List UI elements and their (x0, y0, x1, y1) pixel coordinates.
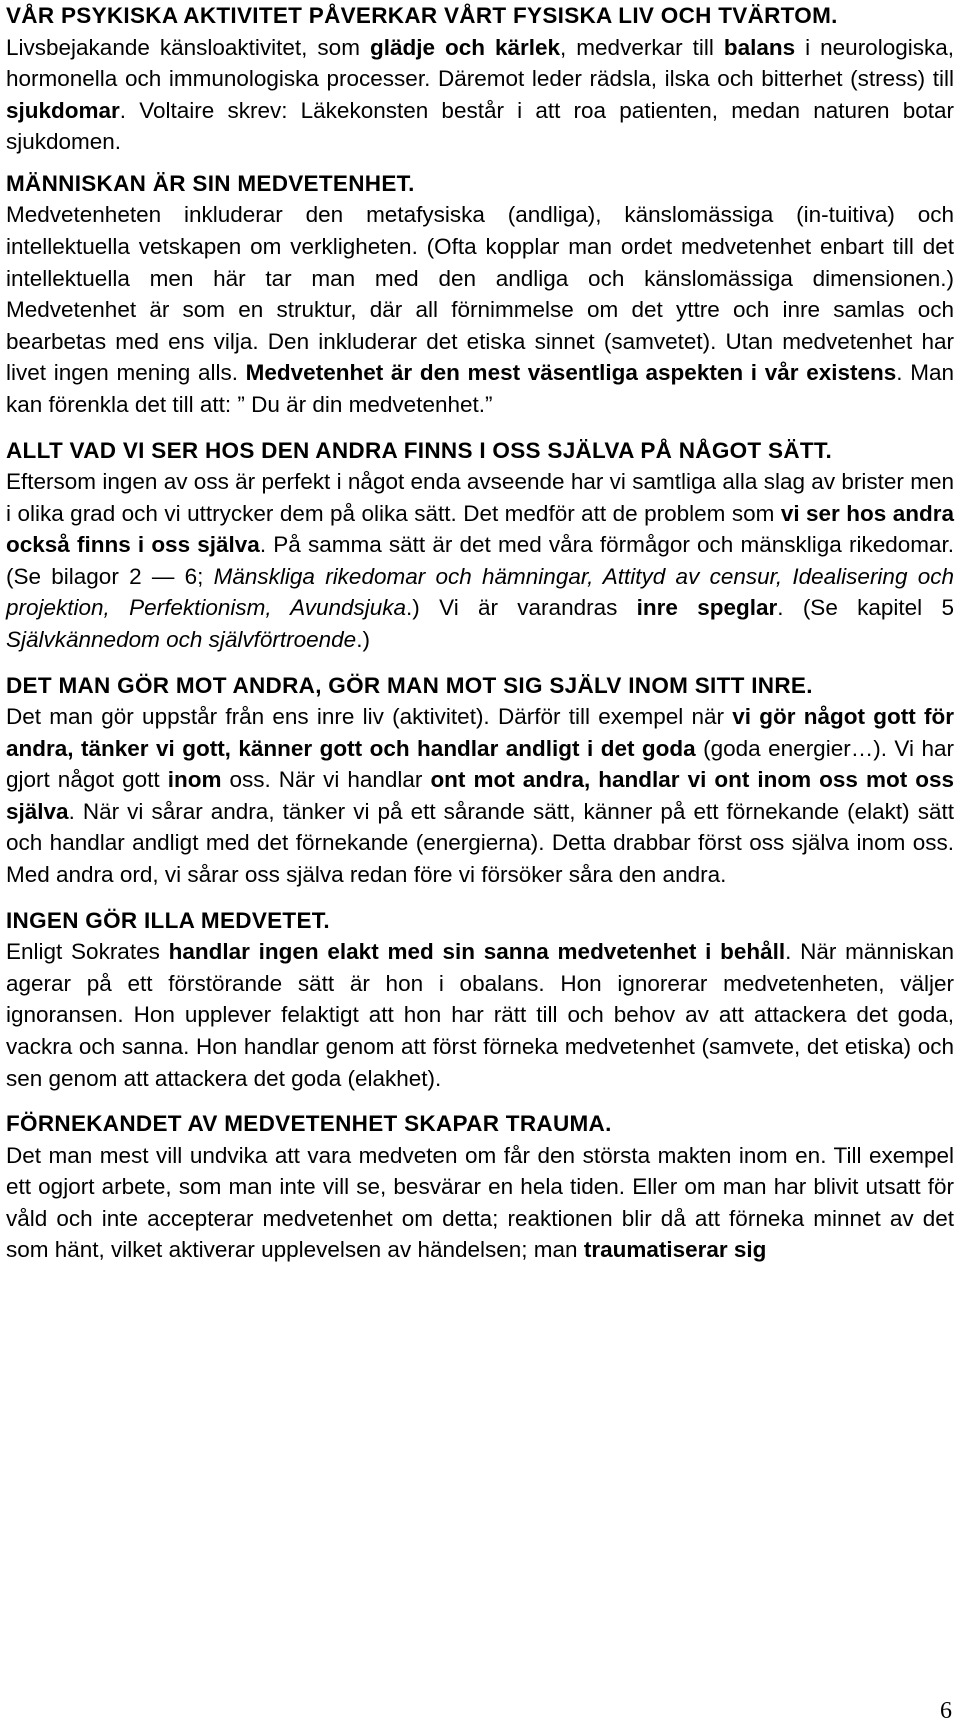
section-heading: VÅR PSYKISKA AKTIVITET PÅVERKAR VÅRT FYSISKA LIV OCH TVÄRTOM. (6, 3, 838, 28)
section-trauma (6, 1108, 954, 1266)
section-socrates (6, 905, 954, 1094)
text-run: Medvetenheten inkluderar den metafysiska (andliga), känslomässiga (in-tuitiva) och intellektuella vetskapen om verkligheten. (Ofta kopplar man ordet medvetenhet enbart till det intellektuella men här tar man med den andliga och känslomässiga dimensionen.) Medvetenhet är som en struktur, där all förnimmelse om det yttre och inre samlas och bearbetas med ens vilja. Den inkluderar det etiska sinnet (samvetet). Utan medvetenhet har livet ingen mening alls. (6, 202, 954, 386)
section-heading: FÖRNEKANDET AV MEDVETENHET SKAPAR TRAUMA. (6, 1111, 612, 1137)
text-run: .) Vi är varandras (406, 595, 637, 621)
bold-text: vi ser hos andra också finns i oss själva (6, 500, 954, 558)
italic-text: Mänskliga rikedomar och hämningar, Attityd av censur, Idealisering och projektion, Perfektionism, Avundsjuka (6, 563, 954, 621)
section-paragraph (6, 199, 954, 420)
section-heading: DET MAN GÖR MOT ANDRA, GÖR MAN MOT SIG SJÄLV INOM SITT INRE. (6, 672, 813, 698)
bold-text: inom (167, 767, 222, 793)
text-run: oss. När vi handlar (221, 767, 431, 793)
section-psychic-activity (6, 0, 954, 158)
text-run: . Voltaire skrev: Läkekonsten består i att roa patienten, medan naturen botar sjukdomen. (6, 97, 954, 155)
section-paragraph (6, 466, 954, 656)
bold-text: inre speglar (636, 595, 778, 621)
text-run: Livsbejakande känsloaktivitet, som (6, 34, 370, 60)
bold-text: sjukdomar (6, 97, 120, 123)
bold-text: traumatiserar sig (583, 1237, 767, 1263)
text-run: . När människan agerar på ett förstörande sätt är hon i obalans. Hon ignorerar medvetenheten, väljer ignoransen. Hon upplever felaktigt att hon har rätt till och behov av att attackera det goda, vackra och sanna. Hon handlar genom att först förneka medvetenhet (samvete, det etiska) och sen genom att attackera det goda (elakhet). (6, 939, 954, 1091)
text-run: .) (356, 627, 370, 652)
page-number: 6 (940, 1698, 952, 1724)
italic-text: Självkännedom och självförtroende (6, 627, 357, 652)
text-run: i neurologiska, hormonella och immunologiska processer. Däremot leder rädsla, ilska och bitterhet (stress) till (6, 34, 954, 92)
text-run: . När vi sårar andra, tänker vi på ett sårande sätt, känner på ett förnekande (elakt) sätt och handlar andligt med det förnekande (energierna). Detta drabbar först oss själva inom oss. Med andra ord, vi sårar oss själva redan före vi försöker såra den andra. (6, 798, 954, 888)
section-paragraph (6, 701, 954, 891)
text-run: . Man kan förenkla det till att: ” Du är din medvetenhet.” (6, 360, 954, 417)
bold-text: vi gör något gott för andra, tänker vi gott, känner gott och handlar andligt i det goda (6, 704, 954, 761)
section-paragraph (6, 1140, 954, 1266)
section-consciousness (6, 168, 954, 421)
bold-text: handlar ingen elakt med sin sanna medvetenhet i behåll (168, 939, 786, 965)
document-page (6, 0, 954, 1266)
section-mirror (6, 435, 954, 656)
section-inner-action (6, 670, 954, 891)
text-run: Det man gör uppstår från ens inre liv (aktivitet). Därför till exempel när (6, 704, 733, 730)
text-run: Enligt Sokrates (6, 939, 169, 965)
text-run: . På samma sätt är det med våra förmågor och mänskliga rikedomar. (Se bilagor 2 — 6; (6, 532, 954, 589)
text-run: , medverkar till (560, 34, 724, 60)
bold-text: Medvetenhet är den mest väsentliga aspekten i vår existens (245, 360, 897, 386)
section-heading: MÄNNISKAN ÄR SIN MEDVETENHET. (6, 170, 415, 196)
text-run: . (Se kapitel 5 (777, 595, 954, 621)
section-paragraph (6, 32, 954, 158)
section-heading: ALLT VAD VI SER HOS DEN ANDRA FINNS I OSS SJÄLVA PÅ NÅGOT SÄTT. (6, 437, 833, 463)
text-run: (goda energier…). Vi har gjort något gott (6, 735, 954, 793)
section-paragraph (6, 936, 954, 1094)
bold-text: balans (723, 34, 796, 60)
bold-text: ont mot andra, handlar vi ont inom oss mot oss själva (6, 767, 954, 824)
section-heading: INGEN GÖR ILLA MEDVETET. (6, 907, 330, 933)
text-run: Det man mest vill undvika att vara medveten om får den största makten inom en. Till exempel ett ogjort arbete, som man inte vill se, besvärar en hela tiden. Eller om man har blivit utsatt för våld och inte accepterar medvetenhet om detta; reaktionen blir då att förneka minnet av det som hänt, vilket aktiverar upplevelsen av händelsen; man (6, 1142, 954, 1263)
text-run: Eftersom ingen av oss är perfekt i något enda avseende har vi samtliga alla slag av brister men i olika grad och vi uttrycker dem på olika sätt. Det medför att de problem som (6, 469, 954, 526)
bold-text: glädje och kärlek (369, 34, 561, 60)
